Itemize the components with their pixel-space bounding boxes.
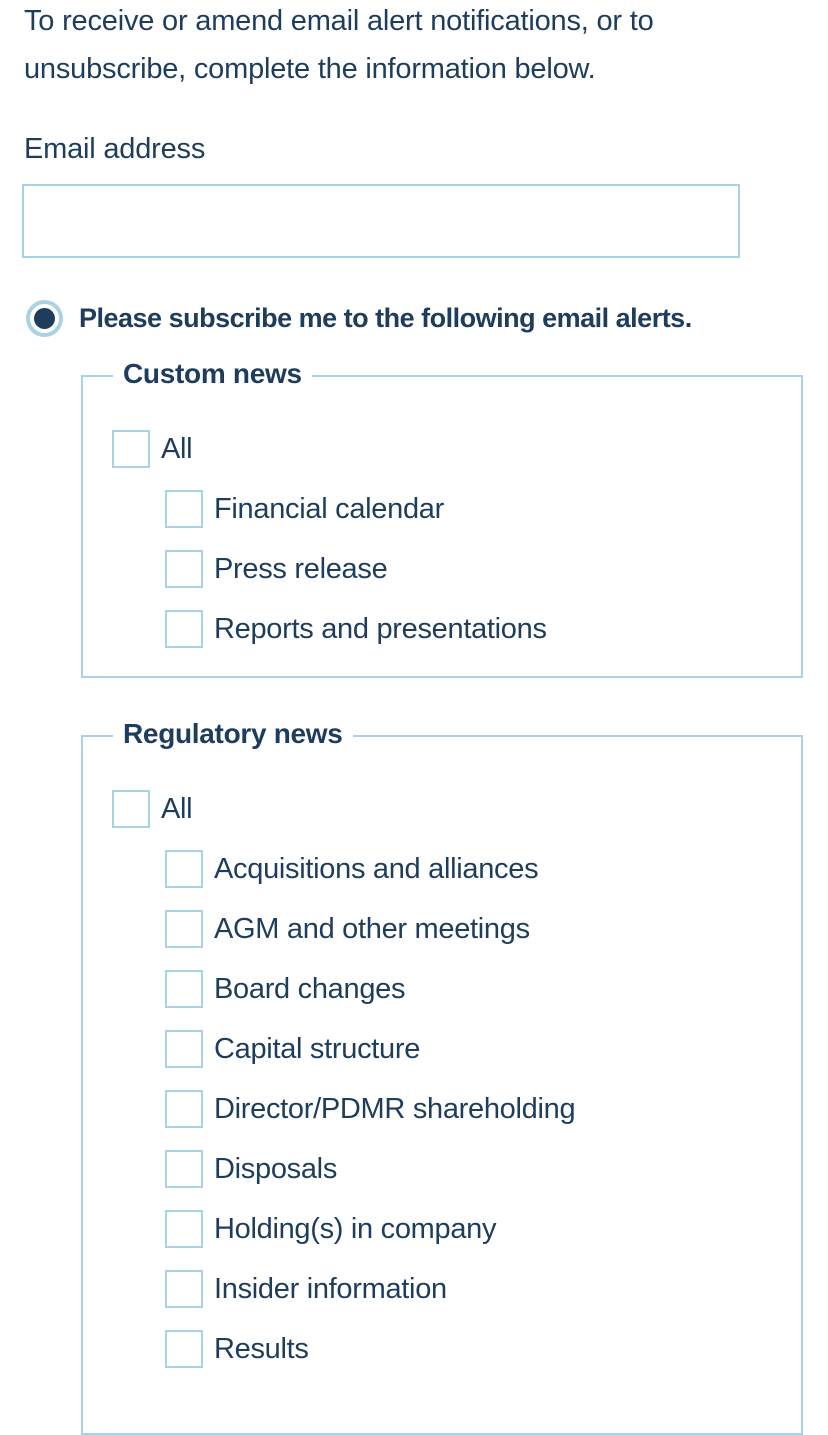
custom-news-legend: Custom news: [113, 355, 312, 393]
financial-calendar-checkbox[interactable]: [165, 490, 203, 528]
email-address-label: Email address: [24, 133, 206, 165]
holdings-in-company-label: Holding(s) in company: [214, 1212, 497, 1245]
regulatory-news-item-row: [165, 1330, 309, 1368]
insider-information-checkbox[interactable]: [165, 1270, 203, 1308]
reports-and-presentations-label: Reports and presentations: [214, 612, 547, 645]
results-checkbox[interactable]: [165, 1330, 203, 1368]
director-pdmr-shareholding-checkbox[interactable]: [165, 1090, 203, 1128]
regulatory-news-item-row: [165, 910, 530, 948]
regulatory-news-item-row: [165, 1270, 447, 1308]
email-address-input[interactable]: [22, 184, 740, 258]
intro-line-1: To receive or amend email alert notifications, or to: [24, 5, 654, 37]
custom-news-all-row: [112, 430, 192, 468]
acquisitions-and-alliances-label: Acquisitions and alliances: [214, 852, 539, 885]
regulatory-news-item-row: [165, 1150, 337, 1188]
disposals-checkbox[interactable]: [165, 1150, 203, 1188]
insider-information-label: Insider information: [214, 1272, 447, 1305]
custom-news-fieldset: [81, 358, 803, 678]
subscribe-radio-button[interactable]: [26, 300, 63, 337]
disposals-label: Disposals: [214, 1152, 338, 1185]
custom-news-all-label: All: [161, 432, 193, 465]
regulatory-news-all-checkbox[interactable]: [112, 790, 150, 828]
results-label: Results: [214, 1332, 309, 1365]
regulatory-news-legend: Regulatory news: [113, 715, 353, 753]
regulatory-news-item-row: [165, 1090, 575, 1128]
acquisitions-and-alliances-checkbox[interactable]: [165, 850, 203, 888]
intro-line-2: unsubscribe, complete the information below.: [24, 53, 596, 85]
custom-news-item-row: [165, 610, 547, 648]
custom-news-all-checkbox[interactable]: [112, 430, 150, 468]
agm-and-other-meetings-checkbox[interactable]: [165, 910, 203, 948]
press-release-label: Press release: [214, 552, 388, 585]
subscribe-radio-row[interactable]: [26, 299, 692, 337]
regulatory-news-all-row: [112, 790, 192, 828]
press-release-checkbox[interactable]: [165, 550, 203, 588]
regulatory-news-all-label: All: [161, 792, 193, 825]
reports-and-presentations-checkbox[interactable]: [165, 610, 203, 648]
regulatory-news-item-row: [165, 970, 405, 1008]
capital-structure-label: Capital structure: [214, 1032, 421, 1065]
regulatory-news-item-row: [165, 1210, 496, 1248]
intro-text: [24, 0, 654, 93]
capital-structure-checkbox[interactable]: [165, 1030, 203, 1068]
radio-selected-dot: [34, 308, 55, 329]
custom-news-item-row: [165, 550, 387, 588]
custom-news-item-row: [165, 490, 444, 528]
regulatory-news-item-row: [165, 1030, 420, 1068]
board-changes-checkbox[interactable]: [165, 970, 203, 1008]
agm-and-other-meetings-label: AGM and other meetings: [214, 912, 530, 945]
financial-calendar-label: Financial calendar: [214, 492, 444, 525]
regulatory-news-item-row: [165, 850, 538, 888]
holdings-in-company-checkbox[interactable]: [165, 1210, 203, 1248]
board-changes-label: Board changes: [214, 972, 406, 1005]
subscribe-radio-label: Please subscribe me to the following email alerts.: [79, 302, 692, 333]
director-pdmr-shareholding-label: Director/PDMR shareholding: [214, 1092, 576, 1125]
regulatory-news-fieldset: [81, 718, 803, 1435]
